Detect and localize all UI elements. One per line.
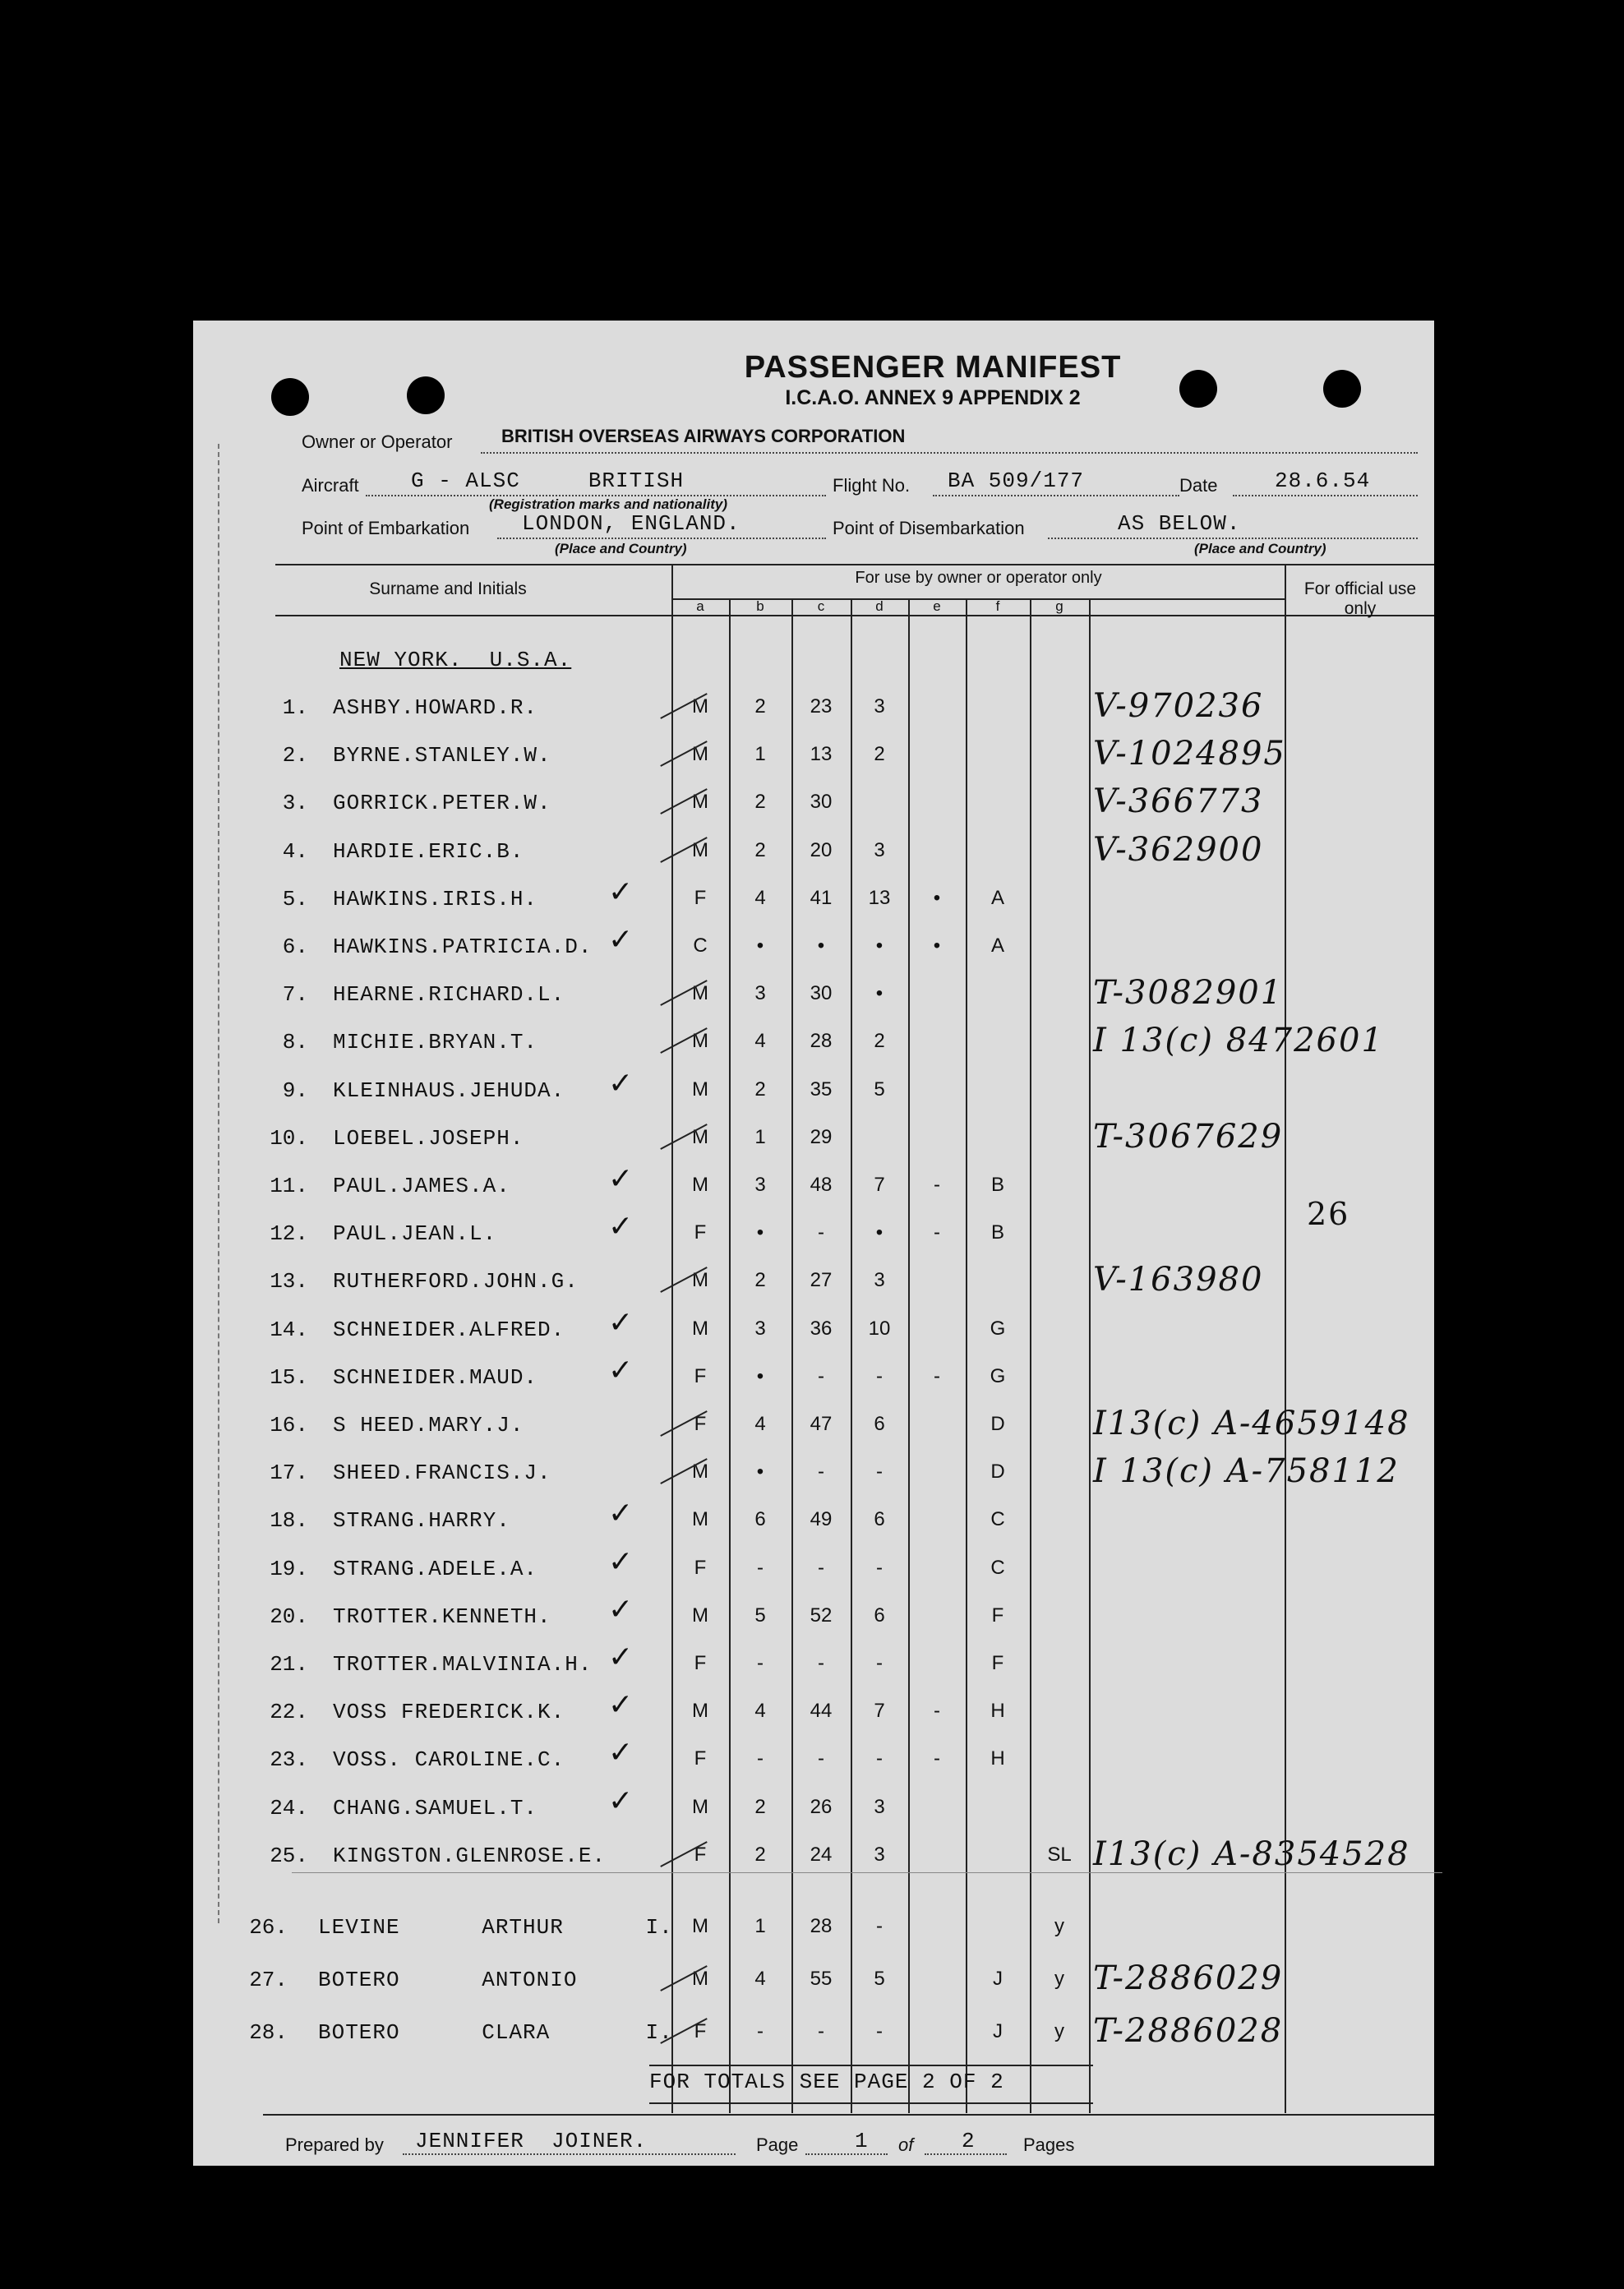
aircraft-note: (Registration marks and nationality) [489, 496, 727, 512]
passenger-name: LOEBEL.JOSEPH. [333, 1125, 524, 1151]
flight-dotline [933, 495, 1179, 496]
row-number: 6. [282, 935, 308, 959]
cell-e: - [934, 1174, 940, 1196]
official-entry: I 13(c) 8472601 [1093, 1022, 1384, 1060]
passenger-name: STRANG.ADELE.A. [333, 1556, 538, 1581]
cell-d: • [875, 982, 884, 1005]
cell-f: C [990, 1508, 1005, 1531]
cell-d: 10 [868, 1317, 891, 1340]
flight-value: BA 509/177 [948, 468, 1085, 493]
passenger-name: SCHNEIDER.MAUD. [333, 1364, 538, 1390]
row-number: 15. [270, 1364, 308, 1390]
cell-f: F [991, 1652, 1004, 1674]
cell-c: 13 [810, 743, 833, 766]
cell-e: - [934, 1364, 940, 1387]
cell-d: 2 [874, 743, 885, 766]
cell-c: 52 [810, 1604, 833, 1627]
punch-hole [407, 376, 445, 414]
cell-c: - [818, 1556, 824, 1579]
check-mark: ✓ [608, 1353, 634, 1387]
cell-a: M [692, 1508, 708, 1531]
surname-col-header: Surname and Initials [369, 579, 527, 598]
passenger-name: LEVINE ARTHUR I. [318, 1915, 673, 1940]
cell-f: G [990, 1364, 1006, 1387]
cell-d: 3 [874, 1795, 885, 1818]
date-value: 28.6.54 [1275, 468, 1371, 493]
col-line [729, 598, 731, 2113]
cell-g: y [1054, 1915, 1064, 1937]
cell-a: F [694, 1652, 707, 1674]
cell-a: F [694, 1221, 707, 1244]
passenger-name: STRANG.HARRY. [333, 1508, 510, 1534]
cell-c: • [817, 935, 825, 957]
cell-c: - [818, 1461, 824, 1484]
passenger-name: HEARNE.RICHARD.L. [333, 982, 565, 1008]
cell-d: 6 [874, 1413, 885, 1435]
row-number: 12. [270, 1221, 308, 1247]
cell-a: M [692, 1604, 708, 1627]
cell-f: B [990, 1174, 1004, 1196]
cell-c: 49 [810, 1508, 833, 1531]
check-mark: ✓ [608, 1592, 634, 1627]
passenger-name: SCHNEIDER.ALFRED. [333, 1317, 565, 1342]
passenger-name: TROTTER.KENNETH. [333, 1604, 551, 1629]
official-entry: I13(c) A-4659148 [1093, 1405, 1410, 1442]
cell-d: 2 [874, 1030, 885, 1053]
cell-c: 55 [810, 1968, 833, 1990]
cell-e: - [934, 1221, 940, 1244]
official-entry: V-1024895 [1093, 735, 1286, 773]
cell-b: 6 [754, 1508, 766, 1531]
cell-b: • [756, 935, 764, 957]
cell-f: H [990, 1747, 1005, 1770]
cell-d: 3 [874, 838, 885, 861]
cell-c: 27 [810, 1269, 833, 1292]
cell-f: D [990, 1461, 1005, 1484]
cell-a: M [692, 743, 708, 766]
cell-e: - [934, 1700, 940, 1723]
cell-b: 2 [754, 1078, 766, 1101]
cell-b: 4 [754, 886, 766, 909]
cell-b: - [757, 1747, 764, 1770]
cell-a: F [694, 2020, 707, 2042]
cell-f: B [990, 1221, 1004, 1244]
cell-a: M [692, 1968, 708, 1990]
check-mark: ✓ [608, 1544, 634, 1579]
cell-a: M [692, 1317, 708, 1340]
col-line [791, 598, 793, 2113]
cell-b: 2 [754, 791, 766, 814]
passenger-name: VOSS FREDERICK.K. [333, 1700, 565, 1725]
row-number: 22. [270, 1700, 308, 1725]
cell-b: 4 [754, 1968, 766, 1990]
cell-c: 41 [810, 886, 833, 909]
check-mark: ✓ [608, 1688, 634, 1723]
row-number: 2. [282, 743, 308, 768]
passenger-name: VOSS. CAROLINE.C. [333, 1747, 565, 1773]
embarkation-dotline [497, 538, 826, 539]
manifest-sheet [193, 321, 1434, 2166]
totals-top-rule [649, 2065, 1093, 2066]
cell-d: - [876, 1747, 883, 1770]
owner-dotline [481, 452, 1418, 454]
embarkation-label: Point of Embarkation [302, 518, 470, 538]
cell-b: 1 [754, 1915, 766, 1937]
row-number: 20. [270, 1604, 308, 1629]
cell-f: A [990, 935, 1004, 957]
passenger-name: BOTERO ANTONIO [318, 1968, 578, 1992]
aircraft-label: Aircraft [302, 475, 359, 496]
date-label: Date [1179, 475, 1218, 496]
embarkation-note: (Place and Country) [555, 541, 687, 556]
embarkation-value: LONDON, ENGLAND. [522, 511, 740, 536]
cell-c: 28 [810, 1915, 833, 1937]
cell-b: 1 [754, 743, 766, 766]
row-number: 17. [270, 1461, 308, 1486]
col-line [1030, 598, 1031, 2113]
cell-b: • [756, 1364, 764, 1387]
cell-d: 13 [868, 886, 891, 909]
cell-c: - [818, 1747, 824, 1770]
check-mark: ✓ [608, 875, 634, 909]
official-entry: V-362900 [1093, 830, 1264, 869]
disembarkation-value: AS BELOW. [1118, 511, 1241, 536]
cell-d: - [876, 1364, 883, 1387]
cell-a: M [692, 1030, 708, 1053]
totals-note: FOR TOTALS SEE PAGE 2 OF 2 [649, 2070, 1004, 2094]
cell-f: H [990, 1700, 1005, 1723]
row-number: 13. [270, 1269, 308, 1294]
cell-a: F [694, 1747, 707, 1770]
cell-c: - [818, 2020, 824, 2042]
cell-b: 2 [754, 1843, 766, 1866]
passenger-name: BOTERO CLARA I. [318, 2020, 673, 2045]
footer-rule [263, 2114, 1434, 2116]
row-number: 26. [249, 1915, 288, 1940]
col-line [1285, 564, 1286, 2113]
cell-a: M [692, 695, 708, 718]
cell-a: F [694, 1413, 707, 1435]
column-letter: g [1055, 598, 1063, 614]
cell-f: J [993, 2020, 1003, 2042]
official-entry: T-3082901 [1093, 974, 1284, 1013]
cell-f: A [990, 886, 1004, 909]
manifest-subtitle: I.C.A.O. ANNEX 9 APPENDIX 2 [785, 386, 1081, 409]
passenger-name: KINGSTON.GLENROSE.E. [333, 1843, 607, 1868]
cell-f: J [993, 1968, 1003, 1990]
cell-a: F [694, 1843, 707, 1866]
cell-c: - [818, 1364, 824, 1387]
cell-b: 4 [754, 1413, 766, 1435]
check-mark: ✓ [608, 1305, 634, 1340]
cell-b: 1 [754, 1125, 766, 1148]
cell-c: 48 [810, 1174, 833, 1196]
cell-d: 3 [874, 695, 885, 718]
row-number: 21. [270, 1652, 308, 1677]
cell-c: - [818, 1221, 824, 1244]
row-number: 11. [270, 1174, 308, 1198]
of-value: 2 [962, 2129, 976, 2153]
cell-a: M [692, 791, 708, 814]
disembarkation-dotline [1048, 538, 1418, 539]
marginal-number: 26 [1307, 1196, 1350, 1232]
header-bottom-rule [275, 615, 1434, 616]
cell-a: M [692, 1795, 708, 1818]
cell-d: - [876, 1652, 883, 1674]
col-line [851, 598, 852, 2113]
manifest-title: PASSENGER MANIFEST [744, 350, 1122, 385]
flight-label: Flight No. [833, 475, 911, 496]
cell-b: 2 [754, 1795, 766, 1818]
aircraft-value: G - ALSC BRITISH [411, 468, 685, 493]
row-number: 28. [249, 2020, 288, 2045]
cell-c: 36 [810, 1317, 833, 1340]
date-dotline [1233, 495, 1418, 496]
passenger-name: CHANG.SAMUEL.T. [333, 1795, 538, 1821]
cell-f: F [991, 1604, 1004, 1627]
cell-a: M [692, 1174, 708, 1196]
cell-d: 5 [874, 1968, 885, 1990]
cell-g: SL [1047, 1843, 1072, 1866]
cell-b: - [757, 1556, 764, 1579]
page-label: Page [756, 2134, 799, 2155]
check-mark: ✓ [608, 1210, 634, 1244]
cell-c: 30 [810, 791, 833, 814]
row-number: 23. [270, 1747, 308, 1773]
cell-b: - [757, 1652, 764, 1674]
official-entry: T-2886029 [1093, 1959, 1284, 1997]
cell-f: C [990, 1556, 1005, 1579]
cell-d: 3 [874, 1269, 885, 1292]
section-separator [292, 1872, 1442, 1873]
cell-c: 28 [810, 1030, 833, 1053]
row-number: 14. [270, 1317, 308, 1342]
punch-hole [1179, 370, 1217, 408]
cell-b: • [756, 1221, 764, 1244]
col-line [1089, 598, 1091, 2113]
cell-a: C [693, 935, 708, 957]
cell-a: F [694, 886, 707, 909]
cell-a: M [692, 1700, 708, 1723]
cell-d: • [875, 935, 884, 957]
disembarkation-note: (Place and Country) [1194, 541, 1326, 556]
official-entry: V-163980 [1093, 1261, 1264, 1299]
row-number: 19. [270, 1556, 308, 1581]
official-entry: T-3067629 [1093, 1117, 1284, 1156]
cell-a: M [692, 982, 708, 1005]
cell-a: M [692, 1461, 708, 1484]
cell-d: - [876, 2020, 883, 2042]
cell-d: - [876, 1556, 883, 1579]
col-line [908, 598, 910, 2113]
official-entry: T-2886028 [1093, 2012, 1284, 2050]
cell-d: 7 [874, 1174, 885, 1196]
row-number: 16. [270, 1413, 308, 1438]
punch-hole [1323, 370, 1361, 408]
prepared-value: JENNIFER JOINER. [415, 2129, 648, 2153]
passenger-name: MICHIE.BRYAN.T. [333, 1030, 538, 1055]
cell-a: M [692, 1269, 708, 1292]
cell-d: 6 [874, 1508, 885, 1531]
cell-b: 3 [754, 1317, 766, 1340]
section-heading: NEW YORK. U.S.A. [339, 648, 572, 672]
cell-a: M [692, 838, 708, 861]
owner-label: Owner or Operator [302, 431, 453, 452]
cell-f: G [990, 1317, 1006, 1340]
cell-b: 4 [754, 1700, 766, 1723]
cell-c: 29 [810, 1125, 833, 1148]
prepared-dotline [403, 2153, 736, 2155]
check-mark: ✓ [608, 1162, 634, 1196]
disembarkation-label: Point of Disembarkation [833, 518, 1025, 538]
cell-d: 3 [874, 1843, 885, 1866]
passenger-name: HAWKINS.PATRICIA.D. [333, 935, 593, 959]
cell-a: F [694, 1364, 707, 1387]
passenger-name: GORRICK.PETER.W. [333, 791, 551, 816]
row-number: 9. [282, 1078, 308, 1103]
cell-a: F [694, 1556, 707, 1579]
table-top-rule [275, 564, 1434, 565]
column-letter: a [696, 598, 704, 614]
cell-f: D [990, 1413, 1005, 1435]
aircraft-dotline [366, 495, 826, 496]
cell-g: y [1054, 1968, 1064, 1990]
row-number: 4. [282, 838, 308, 864]
cell-e: - [934, 1747, 940, 1770]
cell-a: M [692, 1078, 708, 1101]
cell-c: 23 [810, 695, 833, 718]
cell-d: 7 [874, 1700, 885, 1723]
check-mark: ✓ [608, 1641, 634, 1674]
operator-col-header: For use by owner or operator only [855, 569, 1102, 587]
totals-bottom-rule [649, 2102, 1093, 2104]
official-entry: I13(c) A-8354528 [1093, 1834, 1410, 1873]
cell-e: • [933, 935, 941, 957]
passenger-name: KLEINHAUS.JEHUDA. [333, 1078, 565, 1103]
check-mark: ✓ [608, 1784, 634, 1818]
prepared-label: Prepared by [285, 2134, 384, 2155]
passenger-name: BYRNE.STANLEY.W. [333, 743, 551, 768]
cell-d: • [875, 1221, 884, 1244]
col-line [966, 598, 967, 2113]
cell-d: 6 [874, 1604, 885, 1627]
check-mark: ✓ [608, 923, 634, 957]
cell-b: 2 [754, 1269, 766, 1292]
check-mark: ✓ [608, 1497, 634, 1531]
column-letter: d [875, 598, 884, 614]
owner-value: BRITISH OVERSEAS AIRWAYS CORPORATION [501, 426, 906, 446]
of-dotline [925, 2153, 1007, 2155]
column-letter: e [933, 598, 941, 614]
passenger-name: HAWKINS.IRIS.H. [333, 886, 538, 911]
cell-b: 3 [754, 1174, 766, 1196]
of-label: of [898, 2134, 914, 2155]
cell-d: - [876, 1915, 883, 1937]
official-entry: I 13(c) A-758112 [1093, 1452, 1400, 1491]
cell-c: 26 [810, 1795, 833, 1818]
cell-c: 24 [810, 1843, 833, 1866]
page-dotline [805, 2153, 888, 2155]
cell-c: 20 [810, 838, 833, 861]
cell-c: 47 [810, 1413, 833, 1435]
official-col-header: For official use only [1303, 579, 1417, 618]
cell-c: 30 [810, 982, 833, 1005]
column-letter: b [756, 598, 764, 614]
row-number: 10. [270, 1125, 308, 1151]
passenger-name: ASHBY.HOWARD.R. [333, 695, 538, 720]
cell-b: 3 [754, 982, 766, 1005]
cell-d: - [876, 1461, 883, 1484]
cell-a: M [692, 1915, 708, 1937]
passenger-name: S HEED.MARY.J. [333, 1413, 524, 1438]
row-number: 5. [282, 886, 308, 911]
cell-c: 35 [810, 1078, 833, 1101]
cell-b: 2 [754, 838, 766, 861]
official-entry: V-970236 [1093, 687, 1264, 725]
cell-b: • [756, 1461, 764, 1484]
page-value: 1 [855, 2129, 869, 2153]
row-number: 18. [270, 1508, 308, 1534]
passenger-name: PAUL.JAMES.A. [333, 1174, 510, 1198]
check-mark: ✓ [608, 1736, 634, 1770]
column-letter: c [817, 598, 825, 614]
col-line [671, 564, 673, 2113]
punch-hole [271, 378, 309, 416]
passenger-name: PAUL.JEAN.L. [333, 1221, 497, 1247]
passenger-name: SHEED.FRANCIS.J. [333, 1461, 551, 1486]
check-mark: ✓ [608, 1066, 634, 1101]
passenger-name: RUTHERFORD.JOHN.G. [333, 1269, 579, 1294]
cell-a: M [692, 1125, 708, 1148]
cell-e: • [933, 886, 941, 909]
pages-label: Pages [1023, 2134, 1075, 2155]
cell-g: y [1054, 2020, 1064, 2042]
row-number: 25. [270, 1843, 308, 1868]
cell-d: 5 [874, 1078, 885, 1101]
column-letter: f [995, 598, 1000, 614]
row-number: 8. [282, 1030, 308, 1055]
official-entry: V-366773 [1093, 782, 1264, 821]
row-number: 3. [282, 791, 308, 816]
passenger-name: HARDIE.ERIC.B. [333, 838, 524, 864]
passenger-name: TROTTER.MALVINIA.H. [333, 1652, 593, 1677]
row-number: 27. [249, 1968, 288, 1992]
cell-b: 5 [754, 1604, 766, 1627]
cell-c: - [818, 1652, 824, 1674]
cell-b: 4 [754, 1030, 766, 1053]
row-number: 24. [270, 1795, 308, 1821]
cell-c: 44 [810, 1700, 833, 1723]
margin-line [218, 444, 219, 1923]
row-number: 7. [282, 982, 308, 1008]
cell-b: - [757, 2020, 764, 2042]
row-number: 1. [282, 695, 308, 720]
cell-b: 2 [754, 695, 766, 718]
